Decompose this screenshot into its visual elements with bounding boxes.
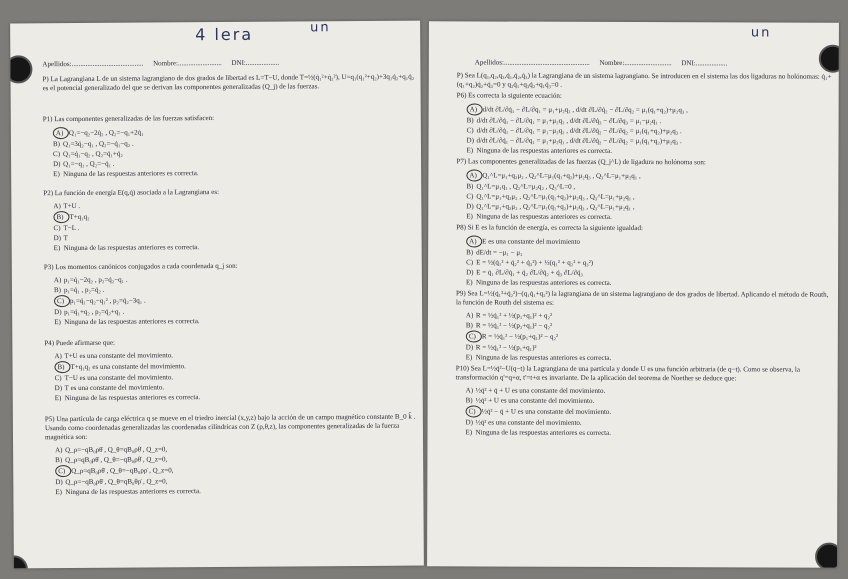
option-letter: C) xyxy=(466,258,474,267)
answer-option xyxy=(44,241,416,254)
answer-option xyxy=(45,485,417,498)
option-letter: E) xyxy=(54,394,62,403)
option-text: T xyxy=(63,234,68,243)
option-text: Ninguna de las respuestas anteriores es correcta. xyxy=(65,487,201,497)
option-text: ½q̇² + U es una constante del movimiento. xyxy=(475,396,595,405)
nombre-field: Nombre:......................... xyxy=(153,58,222,68)
exam-sheet-left xyxy=(10,21,424,569)
option-letter: E) xyxy=(465,353,473,362)
punch-hole xyxy=(815,543,839,568)
option-letter: E) xyxy=(466,278,473,287)
option-text: E es una constante del movimiento xyxy=(482,237,580,246)
option-letter: B) xyxy=(465,396,473,405)
option-text: R = ½q̇₁² − ½(p₁+q₁)² − q₂² xyxy=(481,332,559,341)
option-letter: E) xyxy=(54,318,61,327)
option-letter: E) xyxy=(53,170,60,179)
option-letter: D) xyxy=(55,478,63,487)
option-letter: A) xyxy=(54,352,62,361)
option-letter: B) xyxy=(465,321,473,330)
option-text: d/dt ∂L/∂q̇₁ − ∂L/∂q₁ = μ₁−μ₂q₂ , d/dt ∂L/∂q̇₂ − ∂L/∂q₂ = μ₁(q₁+q₂)+μ₂q₃ . xyxy=(476,126,682,136)
answer-option xyxy=(456,427,832,438)
option-letter: D) xyxy=(53,160,61,169)
question-text: P2) La función de energía E(q,q̇) asociada a la Lagrangiana es: xyxy=(43,187,220,198)
questions-list xyxy=(43,113,418,504)
answer-option xyxy=(43,167,415,180)
option-letter: A) xyxy=(466,169,482,181)
option-letter: A) xyxy=(53,202,61,211)
option-text: Ninguna de las respuestas anteriores es correcta. xyxy=(475,353,612,362)
option-letter: A) xyxy=(465,311,474,320)
option-letter: B) xyxy=(52,140,60,149)
option-text: E = q̇₁ ∂L/∂q̇₁ + q̇₂ ∂L/∂q̇₂ + q̇₃ ∂L/∂q̇₃ xyxy=(476,268,584,277)
punch-hole xyxy=(10,555,28,568)
option-text: Q_ρ=qB₀ρθ̇ , Q_θ=−qB₀ρθ̇ , Q_z=0, xyxy=(65,455,168,465)
answer-option xyxy=(44,315,416,328)
question-text: P8) Si E es la función de energía, es correcta la siguiente igualdad: xyxy=(456,223,643,233)
dni-field: DNI:.................. xyxy=(681,59,728,68)
option-text: Ninguna de las respuestas anteriores es correcta. xyxy=(476,146,612,155)
option-text: Ninguna de las respuestas anteriores es correcta. xyxy=(63,243,200,253)
question-text: P6) Es correcta la siguiente ecuación: xyxy=(456,91,562,100)
option-letter: B) xyxy=(53,211,69,223)
option-letter: D) xyxy=(466,202,474,211)
option-text: ½q̇² es una constante del movimiento. xyxy=(475,418,582,427)
option-text: R = ½q̇₁² + ½(p₁+q₁)² + q₂² xyxy=(475,311,553,320)
option-text: ½q̇² + q̇ + U es una constante del movimiento. xyxy=(475,386,606,395)
question-block xyxy=(43,113,415,180)
option-letter: E) xyxy=(55,488,63,497)
option-text: T+U es una constante del movimiento. xyxy=(64,351,173,361)
option-text: Ninguna de las respuestas anteriores es correcta. xyxy=(475,428,612,437)
option-letter: D) xyxy=(465,343,474,352)
question-text: P4) Puede afirmarse que: xyxy=(44,338,115,348)
question-text: P1) Las componentes generalizadas de las fuerzas satisfacen: xyxy=(42,114,215,124)
option-text: Q₁^L=μ₁+q₂μ₂ , Q₂^L=μ₁(q₁+q₂)+μ₂q₃ , Q₃^L=μ₁+μ₂q₁ , xyxy=(476,192,635,202)
answer-option xyxy=(456,277,832,288)
question-block xyxy=(456,91,832,156)
option-letter: D) xyxy=(465,418,473,427)
option-letter: D) xyxy=(53,234,62,243)
option-letter: A) xyxy=(53,276,62,285)
option-letter: C) xyxy=(55,465,71,477)
option-letter: C) xyxy=(54,295,70,307)
answer-option xyxy=(456,145,832,156)
option-letter: E) xyxy=(53,244,61,253)
option-text: Q₁^L=μ₁q₁ , Q₂^L=μ₂q₂ , Q₃^L=0 , xyxy=(476,182,576,191)
option-letter: A) xyxy=(466,235,482,247)
option-letter: B) xyxy=(55,456,63,465)
option-text: R = ½q̇₁² − ½(p₁+q₁)² xyxy=(475,343,537,352)
dni-field: DNI:................... xyxy=(231,58,280,67)
option-text: p₁=q̇₁−2q₂ , p₂=q̇₂−q₁ . xyxy=(63,275,128,285)
option-letter: D) xyxy=(466,268,474,277)
problem-statement: P) Sea L(q₁,q₂,q₃,q̇₁,q̇₂,q̇₃) la Lagrangiana de un sistema lagrangiano. Se introducen en el sistema las dos ligaduras no holónomas: q̇₁+(q₁+q₂)q̇₂+q̇₃=0 y q₂q̇₁+q₃q̇₂+q₁q̇₃=0 . xyxy=(456,71,832,89)
option-letter: A) xyxy=(53,127,69,139)
problem-statement: P) La Lagrangiana L de un sistema lagrangiano de dos grados de libertad es L=T−U, donde T=½(q̇₁²+q̇₂²), U=q₁(q₁²+q₂)+3q₁q̇₂+q₁q̇₂ es el potencial generalizado del que se derivan las componentes generalizadas (Q_j) de las fuerzas. xyxy=(42,72,415,93)
question-text: P7) Las componentes generalizadas de las fuerzas (Q_j^L) de ligadura no holónoma son: xyxy=(456,157,706,167)
option-letter: E) xyxy=(466,212,473,221)
option-letter: B) xyxy=(466,248,474,257)
option-text: Ninguna de las respuestas anteriores es correcta. xyxy=(64,393,201,403)
option-letter: B) xyxy=(53,286,61,295)
option-letter: A) xyxy=(467,103,483,115)
option-text: d/dt ∂L/∂q̇₁ − ∂L/∂q₁ = μ₁+μ₂q₂ , d/dt ∂L/∂q̇₂ − ∂L/∂q₂ = μ₁(q₁+q₂)+μ₂q₃ , xyxy=(482,105,688,115)
option-letter: B) xyxy=(466,116,474,125)
option-letter: A) xyxy=(465,386,474,395)
exam-sheet-right xyxy=(427,21,839,567)
handwritten-corner-mark: un xyxy=(310,20,331,36)
option-text: E = ½(q̇₁² + q̇₂² + q̇₃²) + ½(q₁² + q₂² + q₃²) xyxy=(476,258,594,267)
question-block xyxy=(456,289,832,363)
option-text: Q_ρ=qB₀ρθ̇ , Q_θ=−qB₀ρρ̇ , Q_z=0, xyxy=(71,466,174,476)
answer-option xyxy=(456,352,832,363)
option-text: R = ½q̇₁² − ½(p₂+q₁)² − q₂² xyxy=(475,321,553,330)
option-letter: C) xyxy=(52,150,61,159)
question-block xyxy=(456,223,832,288)
handwritten-corner-mark: un xyxy=(750,25,772,41)
apellidos-field: Apellidos:......................................... xyxy=(42,59,144,69)
option-text: Q_ρ=−qB₀ρθ̇ , Q_θ=qB₀ρθ̇ , Q_z=0, xyxy=(65,445,168,455)
option-letter: C) xyxy=(466,405,482,417)
option-text: Ninguna de las respuestas anteriores es correcta. xyxy=(476,278,612,287)
option-letter: A) xyxy=(55,446,63,455)
option-text: Q₁^L=μ₁+q₂μ₂ , Q₂^L=μ₁(q₁+q₂)+μ₂q₃ , Q₃^L=μ₁+μ₂q₁ , xyxy=(482,171,641,181)
question-text: P9) Sea L=½(q̇₁²+q̇₂²)−(q₁q̇₁+q₂²) la lagrangiana de un sistema lagrangiano de dos grados de libertad. Aplicando el método de Routh, la función de Routh del sistema es: xyxy=(455,289,829,307)
question-block xyxy=(456,364,832,438)
option-letter: B) xyxy=(466,182,474,191)
option-text: Ninguna de las respuestas anteriores es correcta. xyxy=(476,212,612,221)
option-text: ½q̇² − q̇ + U es una constante del movimiento. xyxy=(481,407,612,416)
question-block xyxy=(44,337,416,404)
option-letter: C) xyxy=(53,224,61,233)
option-text: Q₁=−q₁ , Q₂=−q̇₁ . xyxy=(63,159,115,169)
option-text: Ninguna de las respuestas anteriores es correcta. xyxy=(63,169,199,179)
option-text: p₁=q̇₁−q₂−q₁² , p₂=q̇₂−3q₁ . xyxy=(70,296,146,306)
option-text: T+U . xyxy=(63,201,81,211)
answer-option xyxy=(456,211,832,222)
question-block xyxy=(456,157,832,222)
option-letter: C) xyxy=(466,126,474,135)
option-letter: C) xyxy=(54,374,62,383)
question-text: P10) Sea L=½q̇²−U(q−t) la Lagrangiana de una partícula y donde U es una función arbitraria (de q−t). Como se observa, la transformación q'=q+α, t'=t+α es invariante. De la aplicación del teorema de Noether se deduce que: xyxy=(455,364,801,383)
option-text: d/dt ∂L/∂q̇₁ − ∂L/∂q₁ = μ₁+μ₂q₂ , d/dt ∂L/∂q̇₃ − ∂L/∂q₃ = μ₁−μ₂q₁ . xyxy=(476,116,662,126)
option-letter: E) xyxy=(466,146,474,155)
option-letter: D) xyxy=(54,308,62,317)
student-header xyxy=(475,58,829,68)
option-letter: B) xyxy=(54,361,70,373)
option-text: T+q₁q₂ es una constante del movimiento. xyxy=(70,362,186,372)
nombre-field: Nombre:........................... xyxy=(599,58,672,68)
option-text: p₁=q̇₁ , p₂=q̇₂ . xyxy=(63,285,105,295)
answer-option xyxy=(45,391,417,404)
option-text: T−U es una constante del movimiento. xyxy=(64,373,174,383)
question-block xyxy=(45,413,418,498)
question-text: P3) Los momentos canónicos conjugados a cada coordenada q_j son: xyxy=(43,261,238,272)
option-text: Q₁=−q₂−2q̇₂ , Q₂=−q₁+2q̇₁ xyxy=(68,128,144,138)
student-header xyxy=(42,58,410,70)
question-block xyxy=(44,261,416,328)
option-text: p₁=q̇₁+q₂ , p₂=q̇₂+q₁ . xyxy=(64,307,125,317)
option-letter: D) xyxy=(54,384,63,393)
option-text: T+q₁q₂ xyxy=(69,212,90,222)
option-text: T−L . xyxy=(63,223,80,233)
question-block xyxy=(43,187,415,254)
handwritten-annotation: 4 lera xyxy=(195,24,254,45)
option-text: T es una constante del movimiento. xyxy=(64,383,165,393)
option-text: d/dt ∂L/∂q̇₁ − ∂L/∂q₁ = μ₁+μ₂q₁ , d/dt ∂L/∂q̇₂ − ∂L/∂q₂ = μ₁(q₁+q₂)+μ₂q₃ . xyxy=(476,136,682,146)
apellidos-field: Apellidos:................................................. xyxy=(474,58,590,67)
questions-list xyxy=(455,91,832,444)
option-letter: D) xyxy=(466,136,474,145)
option-letter: E) xyxy=(465,428,473,437)
option-letter: C) xyxy=(466,330,482,342)
option-text: Q₁^L=μ₁+q₂μ₂ , Q₂^L=μ₁(q₁+q₂)+μ₂q₃ , Q₃^L=μ₁+μ₂q₁ , xyxy=(476,202,635,212)
option-text: Ninguna de las respuestas anteriores es correcta. xyxy=(64,317,200,327)
option-text: Q₁=3q̇₂−q₁ , Q₂=−q̇₁−q₂ . xyxy=(62,139,134,149)
punch-hole xyxy=(10,55,32,83)
question-text: P5) Una partícula de carga eléctrica q se mueve en el triedro inercial (x,y,z) bajo la acción de un campo magnético constante B_0 k̂ . Usando como coordenadas generalizadas las coordenadas cilíndricas con Z (ρ,θ,z), las componentes generalizadas de la fuerza magnética son: xyxy=(44,412,416,442)
option-text: Q₁=q̇₁−q₂ , Q₂=q̇₁+q̇₂ xyxy=(62,149,123,159)
option-letter: C) xyxy=(466,192,474,201)
option-text: Q_ρ=−qB₀ρθ̇ , Q_θ=qB₀θρ̇ , Q_z=0, xyxy=(65,477,168,487)
option-text: dE/dt = −μ₁ − μ₂ xyxy=(476,248,523,257)
